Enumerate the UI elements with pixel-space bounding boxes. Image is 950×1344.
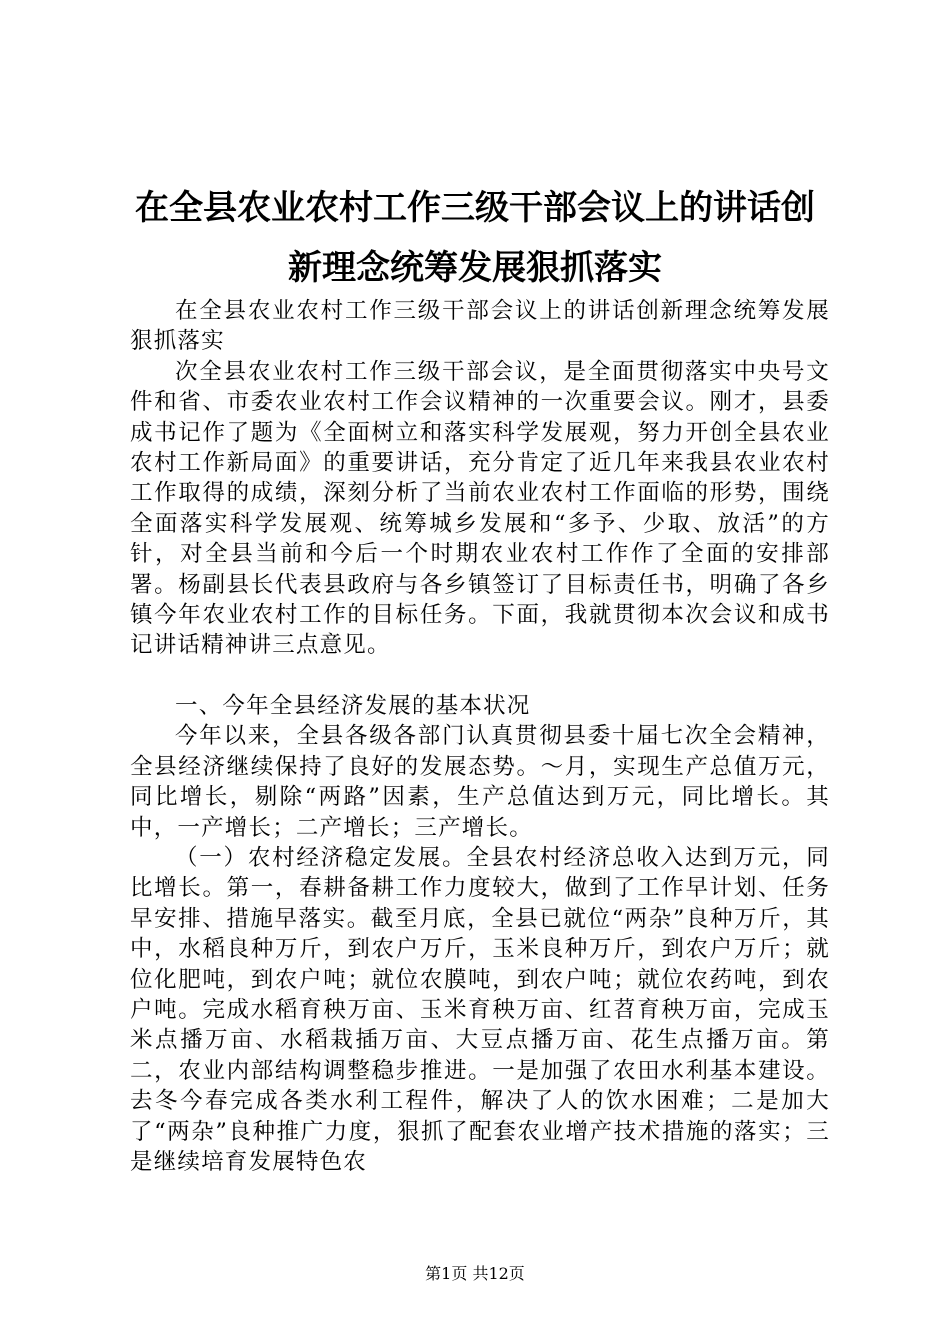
rural-economy-paragraph: （一）农村经济稳定发展。全县农村经济总收入达到万元，同比增长。第一，春耕备耕工作力度较大，做到了工作早计划、任务早安排、措施早落实。截至月底，全县已就位“两杂”良种万斤，其中，水稻良种万斤，到农户万斤，玉米良种万斤，到农户万斤；就位化肥吨，到农户吨；就位农膜吨，到农户吨；就位农药吨，到农户吨。完成水稻育秧万亩、玉米育秧万亩、红苕育秧万亩，完成玉米点播万亩、水稻栽插万亩、大豆点播万亩、花生点播万亩。第二，农业内部结构调整稳步推进。一是加强了农田水利基本建设。去冬今春完成各类水利工程件，解决了人的饮水困难；二是加大了“两杂”良种推广力度，狠抓了配套农业增产技术措施的落实；三是继续培育发展特色农 xyxy=(130,844,830,1175)
economy-overview-paragraph: 今年以来，全县各级各部门认真贯彻县委十届七次全会精神，全县经济继续保持了良好的发展态势。～月，实现生产总值万元，同比增长，剔除“两路”因素，生产总值达到万元，同比增长。其中，一产增长；二产增长；三产增长。 xyxy=(130,723,830,841)
page-number-footer: 第1页 共12页 xyxy=(425,1264,525,1283)
intro-paragraph: 在全县农业农村工作三级干部会议上的讲话创新理念统筹发展狠抓落实 xyxy=(130,298,830,355)
document-title-line-2: 新理念统筹发展狠抓落实 xyxy=(288,248,662,288)
document-body xyxy=(130,296,830,1177)
section-heading: 一、今年全县经济发展的基本状况 xyxy=(175,692,531,719)
document-title-line-1: 在全县农业农村工作三级干部会议上的讲话创 xyxy=(135,188,815,228)
opening-paragraph: 次全县农业农村工作三级干部会议，是全面贯彻落实中央号文件和省、市委农业农村工作会议精神的一次重要会议。刚才，县委成书记作了题为《全面树立和落实科学发展观，努力开创全县农业农村工作新局面》的重要讲话，充分肯定了近几年来我县农业农村工作取得的成绩，深刻分析了当前农业农村工作面临的形势，围绕全面落实科学发展观、统筹城乡发展和“多予、少取、放活”的方针，对全县当前和今后一个时期农业农村工作作了全面的安排部署。杨副县长代表县政府与各乡镇签订了目标责任书，明确了各乡镇今年农业农村工作的目标任务。下面，我就贯彻本次会议和成书记讲话精神讲三点意见。 xyxy=(130,358,830,659)
